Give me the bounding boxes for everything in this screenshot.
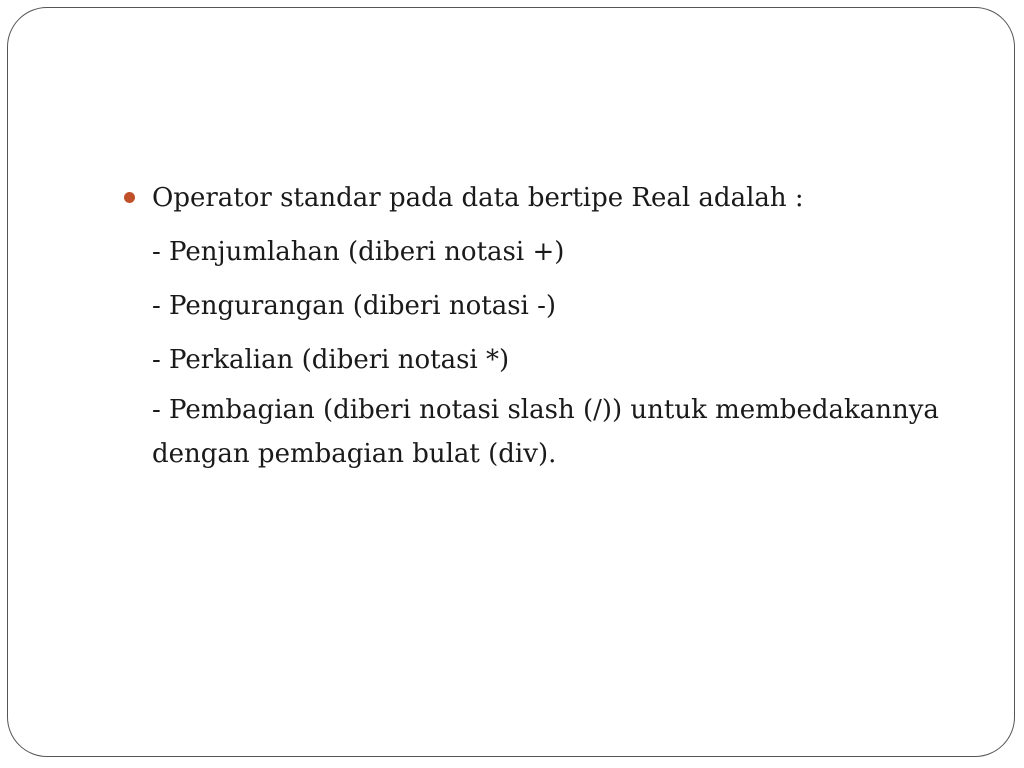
sub-item-perkalian: - Perkalian (diberi notasi *) — [152, 345, 510, 375]
bullet-dot-icon — [124, 192, 135, 203]
sub-item-penjumlahan: - Penjumlahan (diberi notasi +) — [152, 237, 565, 267]
sub-item-pengurangan: - Pengurangan (diberi notasi -) — [152, 291, 557, 321]
bullet-item — [152, 178, 972, 218]
slide-content — [152, 178, 972, 469]
bullet-text: Operator standar pada data bertipe Real adalah : — [152, 183, 804, 213]
sub-item-pembagian: - Pembagian (diberi notasi slash (/)) untuk membedakannya dengan pembagian bulat (div). — [152, 395, 939, 469]
slide-frame — [7, 7, 1015, 757]
